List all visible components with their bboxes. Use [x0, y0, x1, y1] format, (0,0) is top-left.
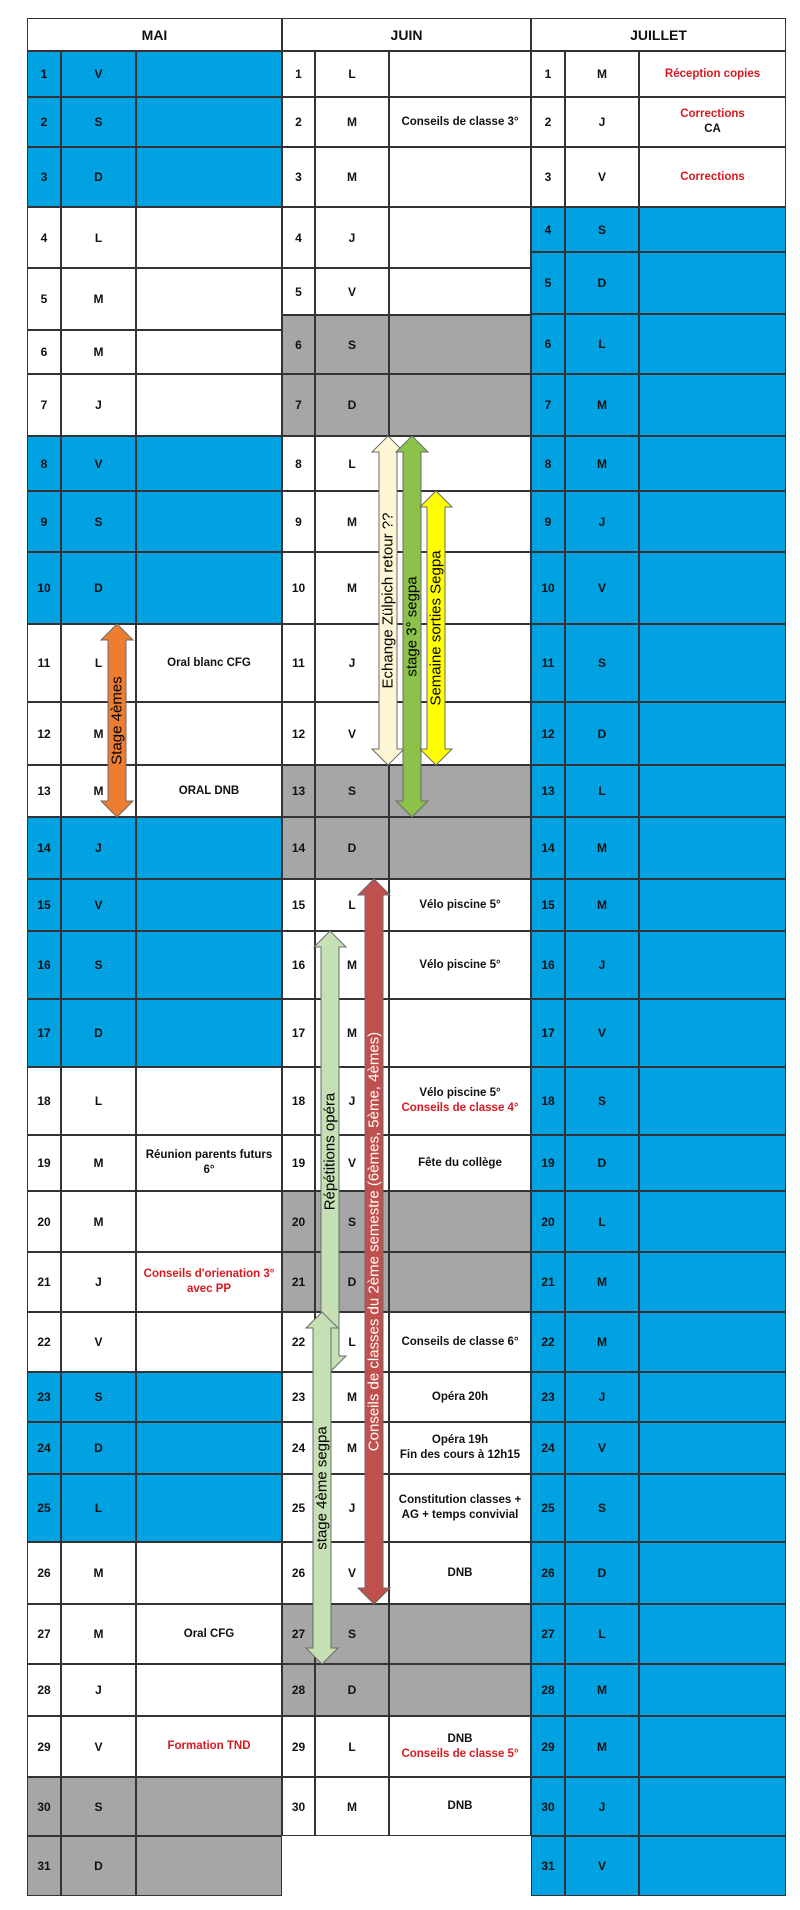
day-number: 1	[282, 51, 315, 97]
weekday-letter: L	[565, 1604, 639, 1664]
weekday-letter: V	[565, 999, 639, 1067]
day-number: 24	[27, 1422, 61, 1474]
day-number: 23	[282, 1372, 315, 1422]
period-arrow	[101, 624, 133, 817]
weekday-letter: D	[315, 374, 389, 436]
weekday-letter: V	[61, 1312, 136, 1372]
weekday-letter: J	[315, 624, 389, 702]
weekday-letter: D	[315, 1252, 389, 1312]
weekday-letter: M	[61, 1604, 136, 1664]
event-text: CA	[704, 123, 721, 135]
day-number: 4	[27, 207, 61, 268]
weekday-letter: D	[61, 1836, 136, 1896]
weekday-letter: S	[565, 1067, 639, 1135]
arrow-label: Semaine sorties Segpa	[427, 550, 445, 706]
day-number: 11	[531, 624, 565, 702]
event-text: Fin des cours à 12h15	[399, 1449, 521, 1461]
day-number: 21	[27, 1252, 61, 1312]
day-number: 12	[27, 702, 61, 765]
day-number: 2	[282, 97, 315, 147]
day-number: 1	[531, 51, 565, 97]
weekday-letter: D	[61, 147, 136, 207]
weekday-letter: S	[61, 931, 136, 999]
day-number: 10	[282, 552, 315, 624]
day-number: 1	[27, 51, 61, 97]
day-number: 11	[27, 624, 61, 702]
day-number: 24	[282, 1422, 315, 1474]
weekday-letter: L	[61, 1067, 136, 1135]
day-number: 8	[282, 436, 315, 491]
weekday-letter: L	[315, 879, 389, 931]
weekday-letter: J	[565, 931, 639, 999]
weekday-letter: M	[565, 1664, 639, 1716]
day-number: 21	[282, 1252, 315, 1312]
weekday-letter: V	[565, 1422, 639, 1474]
day-number: 9	[531, 491, 565, 552]
event-text: Vélo piscine 5°	[419, 1087, 501, 1099]
arrow-label: Conseils de classes du 2ème semestre (6èmes, 5ème, 4èmes)	[365, 1031, 383, 1452]
event-text: Conseils de classe 3°	[401, 115, 519, 128]
weekday-letter: J	[565, 1372, 639, 1422]
day-number: 18	[531, 1067, 565, 1135]
weekday-letter: D	[61, 552, 136, 624]
day-number: 22	[282, 1312, 315, 1372]
event-text: DNB	[447, 1566, 473, 1579]
day-number: 16	[531, 931, 565, 999]
weekday-letter: V	[315, 268, 389, 315]
weekday-letter: L	[565, 314, 639, 374]
day-number: 9	[282, 491, 315, 552]
event-text: Opéra 20h	[431, 1390, 489, 1403]
arrow-label: stage 3° segpa	[403, 576, 421, 677]
weekday-letter: L	[565, 765, 639, 817]
weekday-letter: V	[61, 879, 136, 931]
day-number: 22	[27, 1312, 61, 1372]
weekday-letter: D	[315, 1664, 389, 1716]
weekday-letter: V	[61, 1716, 136, 1777]
weekday-letter: M	[315, 491, 389, 552]
day-number: 6	[27, 330, 61, 374]
day-number: 16	[27, 931, 61, 999]
weekday-letter: M	[61, 1135, 136, 1191]
weekday-letter: S	[61, 1372, 136, 1422]
day-number: 27	[282, 1604, 315, 1664]
weekday-letter: S	[565, 624, 639, 702]
weekday-letter: M	[61, 330, 136, 374]
weekday-letter: M	[61, 1191, 136, 1252]
day-number: 25	[531, 1474, 565, 1542]
weekday-letter: V	[315, 1542, 389, 1604]
event-text: DNB	[447, 1800, 473, 1812]
weekday-letter: M	[61, 765, 136, 817]
period-arrow	[314, 931, 346, 1372]
event-text: Fête du collège	[418, 1156, 502, 1169]
day-number: 17	[282, 999, 315, 1067]
weekday-letter: V	[315, 702, 389, 765]
weekday-letter: S	[315, 315, 389, 374]
day-number: 19	[27, 1135, 61, 1191]
day-number: 5	[282, 268, 315, 315]
day-number: 30	[27, 1777, 61, 1836]
day-number: 11	[282, 624, 315, 702]
weekday-letter: L	[315, 1716, 389, 1777]
day-number: 2	[531, 97, 565, 147]
weekday-letter: S	[565, 207, 639, 252]
day-number: 6	[531, 314, 565, 374]
day-number: 26	[27, 1542, 61, 1604]
weekday-letter: J	[565, 97, 639, 147]
day-number: 28	[282, 1664, 315, 1716]
day-number: 24	[531, 1422, 565, 1474]
weekday-letter: M	[315, 147, 389, 207]
day-number: 10	[27, 552, 61, 624]
day-number: 12	[531, 702, 565, 765]
weekday-letter: S	[315, 1191, 389, 1252]
weekday-letter: M	[61, 268, 136, 330]
period-arrow	[396, 436, 428, 817]
day-number: 14	[282, 817, 315, 879]
day-number: 22	[531, 1312, 565, 1372]
weekday-letter: M	[565, 1716, 639, 1777]
period-arrow	[358, 879, 390, 1604]
day-number: 25	[282, 1474, 315, 1542]
day-number: 19	[531, 1135, 565, 1191]
day-number: 15	[27, 879, 61, 931]
weekday-letter: L	[61, 1474, 136, 1542]
day-number: 9	[27, 491, 61, 552]
weekday-letter: V	[565, 552, 639, 624]
day-number: 2	[27, 97, 61, 147]
day-number: 21	[531, 1252, 565, 1312]
event-text: Corrections	[680, 170, 745, 183]
weekday-letter: M	[315, 97, 389, 147]
weekday-letter: J	[315, 207, 389, 268]
day-number: 6	[282, 315, 315, 374]
month-header: JUIN	[282, 18, 531, 51]
day-number: 29	[27, 1716, 61, 1777]
weekday-letter: L	[315, 51, 389, 97]
event-text: Conseils d'orienation 3°	[143, 1268, 275, 1280]
day-number: 7	[282, 374, 315, 436]
weekday-letter: J	[61, 1664, 136, 1716]
weekday-letter: S	[61, 97, 136, 147]
weekday-letter: J	[315, 1474, 389, 1542]
day-number: 31	[27, 1836, 61, 1896]
weekday-letter: S	[61, 1777, 136, 1836]
day-number: 7	[27, 374, 61, 436]
arrow-label: Stage 4èmes	[108, 676, 126, 765]
weekday-letter: V	[61, 51, 136, 97]
day-number: 20	[531, 1191, 565, 1252]
arrow-label: Echange Zülpich retour ??	[379, 512, 397, 689]
day-number: 29	[531, 1716, 565, 1777]
day-number: 13	[282, 765, 315, 817]
event-text: Constitution classes +	[398, 1494, 522, 1506]
weekday-letter: J	[61, 817, 136, 879]
day-number: 13	[531, 765, 565, 817]
weekday-letter: J	[565, 1777, 639, 1836]
weekday-letter: M	[565, 51, 639, 97]
day-number: 5	[531, 252, 565, 314]
day-number: 17	[27, 999, 61, 1067]
weekday-letter: M	[565, 1312, 639, 1372]
day-number: 13	[27, 765, 61, 817]
day-number: 3	[531, 147, 565, 207]
arrow-label: Répétitions opéra	[321, 1092, 339, 1211]
weekday-letter: V	[61, 436, 136, 491]
day-number: 19	[282, 1135, 315, 1191]
event-text: Conseils de classe 4°	[401, 1102, 519, 1114]
event-text: Conseils de classe 5°	[401, 1747, 519, 1760]
day-number: 20	[282, 1191, 315, 1252]
weekday-letter: L	[61, 624, 136, 702]
event-text: Formation TND	[167, 1740, 251, 1752]
day-number: 30	[282, 1777, 315, 1836]
weekday-letter: D	[565, 1542, 639, 1604]
weekday-letter: M	[565, 879, 639, 931]
day-number: 26	[282, 1542, 315, 1604]
day-number: 12	[282, 702, 315, 765]
weekday-letter: D	[565, 252, 639, 314]
event-text: Corrections	[680, 108, 745, 120]
day-number: 17	[531, 999, 565, 1067]
weekday-letter: M	[315, 931, 389, 999]
weekday-letter: M	[315, 1372, 389, 1422]
day-number: 7	[531, 374, 565, 436]
day-number: 23	[27, 1372, 61, 1422]
day-number: 30	[531, 1777, 565, 1836]
day-number: 23	[531, 1372, 565, 1422]
event-text: DNB	[447, 1732, 473, 1745]
period-arrow	[372, 436, 404, 765]
weekday-letter: S	[61, 491, 136, 552]
event-text: Réception copies	[664, 67, 761, 80]
event-text: Oral blanc CFG	[167, 656, 251, 669]
weekday-letter: D	[565, 702, 639, 765]
weekday-letter: M	[315, 999, 389, 1067]
day-number: 3	[27, 147, 61, 207]
event-text: Conseils de classe 6°	[401, 1335, 519, 1348]
weekday-letter: D	[61, 999, 136, 1067]
weekday-letter: L	[565, 1191, 639, 1252]
day-number: 14	[27, 817, 61, 879]
weekday-letter: J	[61, 1252, 136, 1312]
weekday-letter: M	[315, 1422, 389, 1474]
weekday-letter: V	[565, 1836, 639, 1896]
day-number: 25	[27, 1474, 61, 1542]
weekday-letter: D	[61, 1422, 136, 1474]
weekday-letter: L	[315, 436, 389, 491]
weekday-letter: L	[315, 1312, 389, 1372]
day-number: 31	[531, 1836, 565, 1896]
weekday-letter: D	[315, 817, 389, 879]
month-header: JUILLET	[531, 18, 786, 51]
day-number: 4	[531, 207, 565, 252]
period-arrow	[420, 491, 452, 765]
event-text: Réunion parents futurs 6°	[145, 1149, 273, 1176]
event-text: Vélo piscine 5°	[419, 898, 501, 911]
weekday-letter: M	[565, 1252, 639, 1312]
day-number: 4	[282, 207, 315, 268]
day-number: 18	[27, 1067, 61, 1135]
day-number: 5	[27, 268, 61, 330]
day-number: 8	[27, 436, 61, 491]
arrow-label: stage 4ème segpa	[313, 1426, 331, 1550]
event-text: Opéra 19h	[431, 1434, 489, 1446]
weekday-letter: M	[565, 817, 639, 879]
day-number: 18	[282, 1067, 315, 1135]
event-text: ORAL DNB	[178, 784, 240, 797]
weekday-letter: J	[61, 374, 136, 436]
day-number: 28	[27, 1664, 61, 1716]
weekday-letter: V	[315, 1135, 389, 1191]
weekday-letter: L	[61, 207, 136, 268]
weekday-letter: D	[565, 1135, 639, 1191]
day-number: 3	[282, 147, 315, 207]
weekday-letter: M	[315, 552, 389, 624]
weekday-letter: J	[565, 491, 639, 552]
day-number: 16	[282, 931, 315, 999]
weekday-letter: J	[315, 1067, 389, 1135]
weekday-letter: S	[315, 1604, 389, 1664]
event-text: AG + temps convivial	[401, 1509, 519, 1521]
day-number: 28	[531, 1664, 565, 1716]
weekday-letter: S	[565, 1474, 639, 1542]
day-number: 10	[531, 552, 565, 624]
weekday-letter: S	[315, 765, 389, 817]
weekday-letter: M	[315, 1777, 389, 1836]
day-number: 29	[282, 1716, 315, 1777]
weekday-letter: M	[61, 702, 136, 765]
event-text: avec PP	[186, 1283, 232, 1295]
event-text: Oral CFG	[183, 1627, 235, 1640]
weekday-letter: M	[565, 374, 639, 436]
event-text: Vélo piscine 5°	[419, 958, 501, 971]
day-number: 15	[531, 879, 565, 931]
day-number: 27	[531, 1604, 565, 1664]
weekday-letter: M	[61, 1542, 136, 1604]
weekday-letter: V	[565, 147, 639, 207]
day-number: 8	[531, 436, 565, 491]
day-number: 20	[27, 1191, 61, 1252]
day-number: 27	[27, 1604, 61, 1664]
day-number: 15	[282, 879, 315, 931]
weekday-letter: M	[565, 436, 639, 491]
day-number: 14	[531, 817, 565, 879]
day-number: 26	[531, 1542, 565, 1604]
month-header: MAI	[27, 18, 282, 51]
